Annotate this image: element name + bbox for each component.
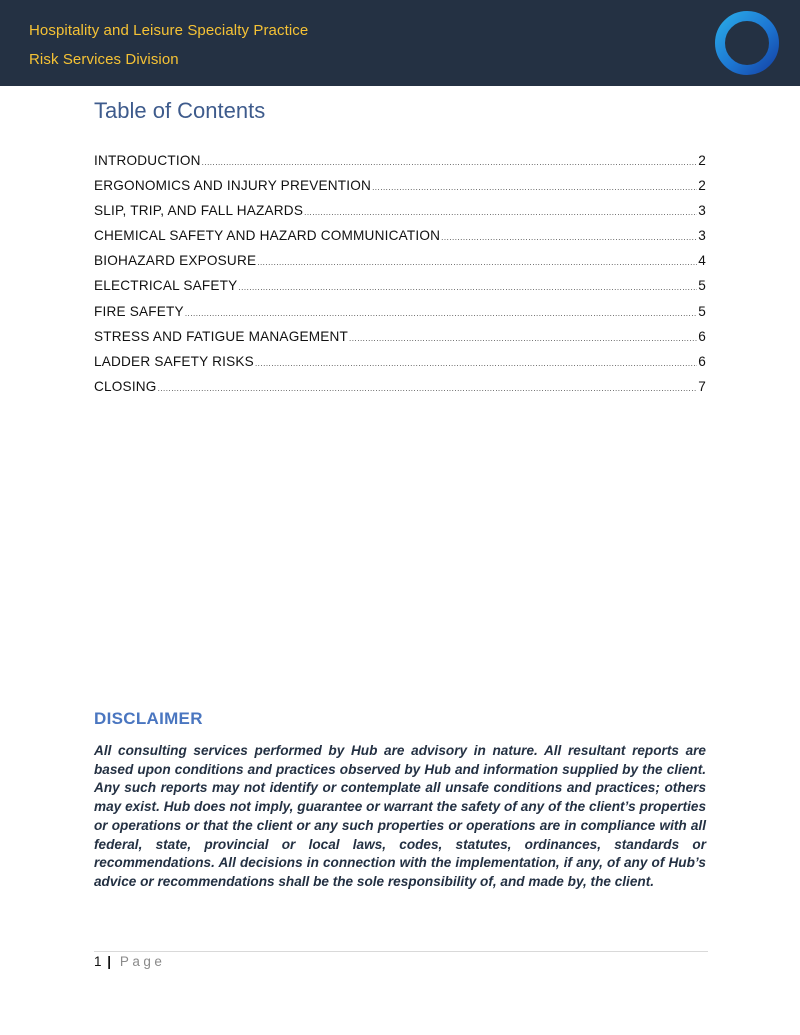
toc-entry-label[interactable]: CHEMICAL SAFETY AND HAZARD COMMUNICATION: [94, 228, 441, 244]
toc-entry-label[interactable]: SLIP, TRIP, AND FALL HAZARDS: [94, 203, 304, 219]
toc-title: Table of Contents: [94, 98, 266, 123]
toc-entry-label[interactable]: LADDER SAFETY RISKS: [94, 353, 254, 369]
page-footer: [94, 954, 165, 969]
toc-entry-label[interactable]: ELECTRICAL SAFETY: [94, 278, 238, 294]
footer-divider: [94, 951, 708, 952]
toc-entry-page[interactable]: 5: [698, 278, 706, 294]
toc-entry[interactable]: [94, 354, 706, 379]
toc-entry[interactable]: [94, 329, 706, 354]
toc-entry-page[interactable]: 5: [698, 303, 706, 319]
toc-entry-page[interactable]: 3: [698, 203, 706, 219]
ring-logo-icon: [714, 10, 780, 76]
toc-dot-leader: [185, 309, 697, 318]
toc-entry[interactable]: [94, 153, 706, 178]
toc-dot-leader: [441, 233, 697, 242]
disclaimer-heading: DISCLAIMER: [94, 709, 203, 728]
toc-entry-page[interactable]: 7: [698, 378, 706, 394]
toc-dot-leader: [158, 384, 698, 393]
disclaimer-text: All consulting services performed by Hub are advisory in nature. All resultant reports are based upon conditions and practices observed by Hub and information supplied by the client. Any such reports may not identify or contemplate all unsafe conditions and practices; others may exist. Hub does not imply, guarantee or warrant the safety of any of the client’s properties or operations or that the client or any such properties or operations are in compliance with all federal, state, provincial or local laws, codes, statutes, ordinances, standards or recommendations. All decisions in connection with the implementation, if any, of any of Hub’s advice or recommendations shall be the sole responsibility of, and made by, the client.: [94, 743, 706, 889]
toc-entry-label[interactable]: ERGONOMICS AND INJURY PREVENTION: [94, 178, 372, 194]
toc-entry[interactable]: [94, 278, 706, 303]
toc-entry-page[interactable]: 6: [698, 353, 706, 369]
footer-separator: |: [107, 954, 112, 969]
toc-entry-label[interactable]: BIOHAZARD EXPOSURE: [94, 253, 257, 269]
table-of-contents: [94, 153, 706, 404]
toc-entry-label[interactable]: FIRE SAFETY: [94, 303, 184, 319]
toc-entry[interactable]: [94, 304, 706, 329]
toc-dot-leader: [372, 183, 697, 192]
toc-entry-page[interactable]: 3: [698, 228, 706, 244]
toc-entry-label[interactable]: CLOSING: [94, 378, 157, 394]
toc-dot-leader: [255, 359, 697, 368]
toc-entry[interactable]: [94, 203, 706, 228]
footer-page-label: Page: [119, 954, 166, 969]
toc-dot-leader: [349, 334, 697, 343]
toc-entry-label[interactable]: INTRODUCTION: [94, 153, 201, 168]
toc-entry[interactable]: [94, 379, 706, 404]
toc-dot-leader: [202, 158, 698, 167]
toc-entry-page[interactable]: 4: [698, 253, 706, 269]
toc-entry-page[interactable]: 2: [698, 153, 706, 168]
toc-entry[interactable]: [94, 178, 706, 203]
page-header: [0, 0, 800, 86]
toc-entry-page[interactable]: 6: [698, 328, 706, 344]
toc-dot-leader: [257, 258, 697, 267]
toc-entry-page[interactable]: 2: [698, 178, 706, 194]
footer-page-number: 1: [94, 954, 102, 969]
toc-entry[interactable]: [94, 228, 706, 253]
toc-dot-leader: [304, 208, 697, 217]
header-practice-title: Hospitality and Leisure Specialty Practice: [29, 22, 309, 39]
toc-entry-label[interactable]: STRESS AND FATIGUE MANAGEMENT: [94, 328, 349, 344]
toc-dot-leader: [238, 283, 697, 292]
header-division-title: Risk Services Division: [29, 51, 179, 68]
toc-entry[interactable]: [94, 253, 706, 278]
